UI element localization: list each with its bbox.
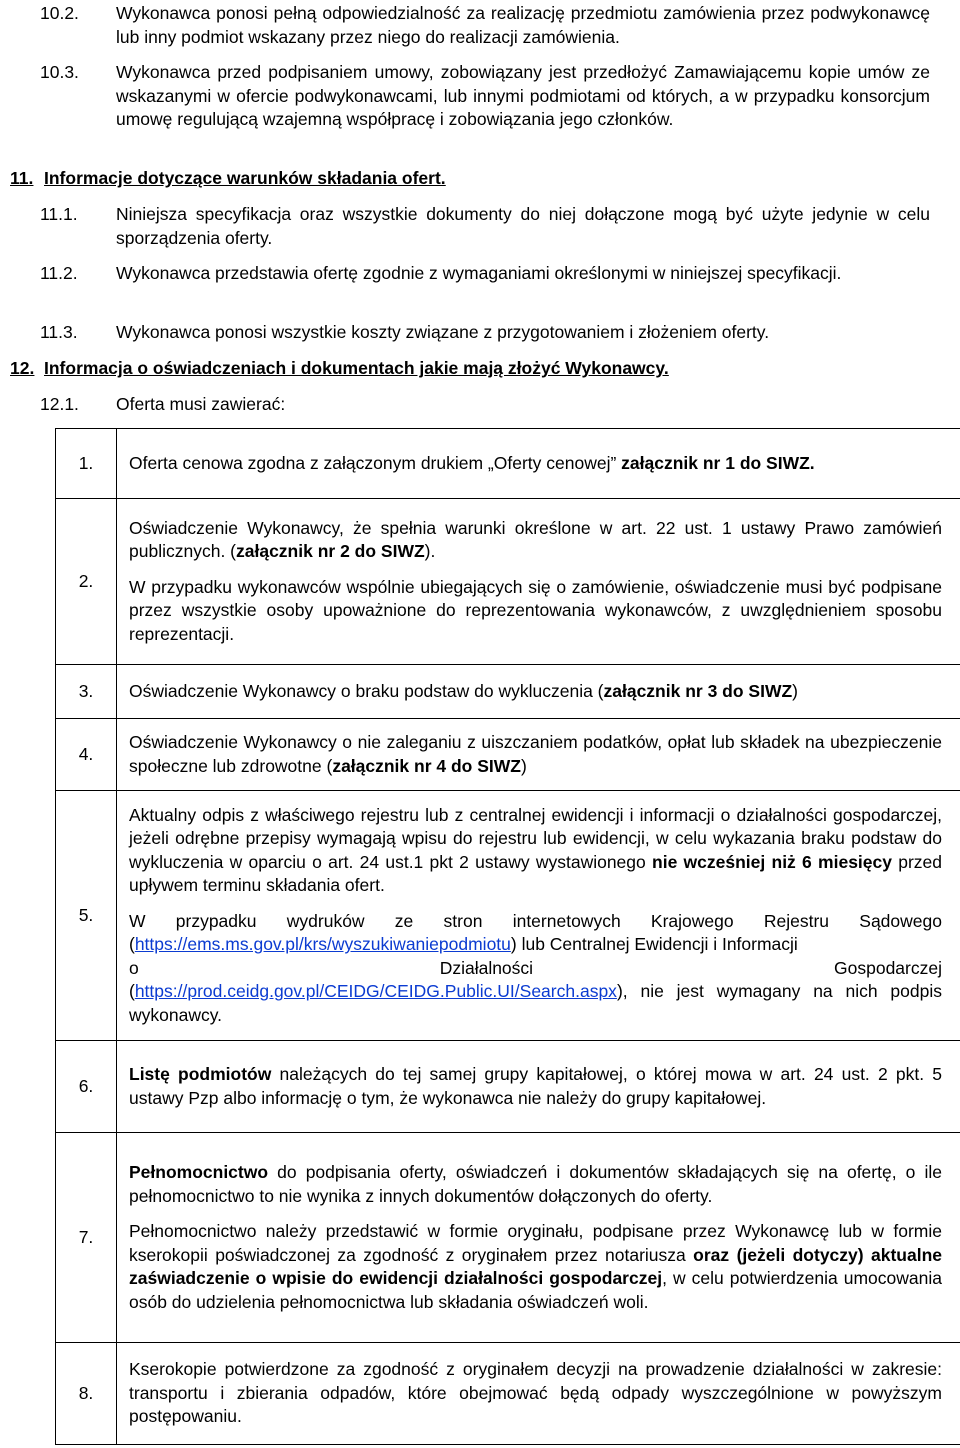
heading-title: Informacja o oświadczeniach i dokumentach jakie mają złożyć Wykonawcy. bbox=[44, 358, 669, 378]
heading-title: Informacje dotyczące warunków składania ofert. bbox=[44, 168, 446, 188]
row-content bbox=[117, 1343, 960, 1445]
row-content bbox=[117, 665, 960, 719]
krs-link[interactable]: https://ems.ms.gov.pl/krs/wyszukiwaniepodmiotu bbox=[134, 934, 511, 955]
section-number: 11.3. bbox=[40, 322, 78, 342]
row-number: 2. bbox=[56, 499, 117, 665]
section-text: Wykonawca przed podpisaniem umowy, zobowiązany jest przedłożyć Zamawiającemu kopie umów ze wskazanymi w ofercie podwykonawcami, lub innymi podmiotami od których, a w przypadku konsorcjum umowę regulującą wzajemną współpracę i zobowiązania jego członków. bbox=[116, 62, 930, 129]
row-number: 8. bbox=[56, 1343, 117, 1445]
section-10-3 bbox=[40, 61, 930, 132]
ceidg-link[interactable]: https://prod.ceidg.gov.pl/CEIDG/CEIDG.Public.UI/Search.aspx bbox=[134, 981, 617, 1002]
row-content bbox=[117, 719, 960, 791]
section-11-1 bbox=[40, 203, 930, 250]
row-content bbox=[117, 1041, 960, 1133]
section-text: Wykonawca ponosi pełną odpowiedzialność za realizację przedmiotu zamówienia przez podwykonawcę lub inny podmiot wskazany przez niego do realizacji zamówienia. bbox=[116, 3, 930, 47]
row-number: 1. bbox=[56, 429, 117, 499]
heading-number: 12. bbox=[10, 358, 35, 378]
row-text: Pełnomocnictwo należy przedstawić w formie oryginału, podpisane przez Wykonawcę lub w formie kserokopii poświadczonej za zgodność z oryginałem przez notariusza oraz (jeżeli dotyczy) aktualne zaświadczenie o wpisie do ewidencji działalności gospodarczej, w celu potwierdzenia umocowania osób do udzielenia pełnomocnictwa lub składania oświadczeń woli. bbox=[129, 1221, 943, 1312]
section-number: 11.1. bbox=[40, 204, 78, 224]
row-number: 4. bbox=[56, 719, 117, 791]
heading-12 bbox=[10, 357, 930, 381]
row-text: o Działalności Gospodarczej bbox=[129, 957, 942, 978]
table-row bbox=[56, 665, 960, 719]
row-number: 5. bbox=[56, 791, 117, 1041]
row-text: Pełnomocnictwo do podpisania oferty, oświadczeń i dokumentów składających się na ofertę, o ile pełnomocnictwo to nie wynika z innych dokumentów dołączonych do oferty. bbox=[129, 1162, 942, 1206]
row-text: Listę podmiotów należących do tej samej grupy kapitałowej, o której mowa w art. 24 ust. 2 pkt. 5 ustawy Pzp albo informację o tym, że wykonawca nie należy do grupy kapitałowej. bbox=[129, 1064, 942, 1108]
table-row bbox=[56, 499, 960, 665]
row-text: Oświadczenie Wykonawcy o nie zaleganiu z uiszczaniem podatków, opłat lub składek na ubezpieczenie społeczne lub zdrowotne (załącznik nr 4 do SIWZ) bbox=[129, 732, 942, 776]
section-11-2 bbox=[40, 262, 930, 286]
requirements-table bbox=[55, 428, 960, 1445]
section-number: 10.3. bbox=[40, 62, 79, 82]
heading-11 bbox=[10, 167, 930, 191]
table-row bbox=[56, 1343, 960, 1445]
section-number: 12.1. bbox=[40, 394, 79, 414]
section-text: Niniejsza specyfikacja oraz wszystkie dokumenty do niej dołączone mogą być użyte jedynie w celu sporządzenia oferty. bbox=[116, 204, 930, 248]
row-content bbox=[117, 1133, 960, 1343]
table-row bbox=[56, 429, 960, 499]
row-number: 3. bbox=[56, 665, 117, 719]
section-text: Wykonawca ponosi wszystkie koszty związane z przygotowaniem i złożeniem oferty. bbox=[116, 322, 770, 342]
table-row bbox=[56, 1133, 960, 1343]
row-number: 6. bbox=[56, 1041, 117, 1133]
row-content bbox=[117, 429, 960, 499]
table-row bbox=[56, 791, 960, 1041]
section-11-3 bbox=[40, 321, 930, 345]
row-content bbox=[117, 791, 960, 1041]
row-text: W przypadku wykonawców wspólnie ubiegających się o zamówienie, oświadczenie musi być podpisane przez wszystkie osoby upoważnione do reprezentowania wykonawców, z uwzględnieniem sposobu reprezentacji. bbox=[129, 576, 942, 644]
row-text: (https://prod.ceidg.gov.pl/CEIDG/CEIDG.Public.UI/Search.aspx), nie jest wymagany na nich podpis wykonawcy. bbox=[129, 981, 942, 1025]
row-text: Kserokopie potwierdzone za zgodność z oryginałem decyzji na prowadzenie działalności w zakresie: transportu i zbierania odpadów, które obejmować będą odpady wyszczególnione w powyższym postępowaniu. bbox=[129, 1359, 942, 1427]
section-number: 11.2. bbox=[40, 263, 78, 283]
row-text: W przypadku wydruków ze stron internetowych Krajowego Rejestru Sądowego (https://ems.ms.gov.pl/krs/wyszukiwaniepodmiotu) lub Centralnej Ewidencji i Informacji bbox=[129, 910, 942, 955]
row-text: Oświadczenie Wykonawcy, że spełnia warunki określone w art. 22 ust. 1 ustawy Prawo zamówień publicznych. (załącznik nr 2 do SIWZ). bbox=[129, 517, 942, 562]
section-text: Oferta musi zawierać: bbox=[116, 394, 286, 414]
section-10-2 bbox=[40, 2, 930, 49]
row-number: 7. bbox=[56, 1133, 117, 1343]
heading-number: 11. bbox=[10, 168, 34, 188]
row-text: Oświadczenie Wykonawcy o braku podstaw do wykluczenia (załącznik nr 3 do SIWZ) bbox=[129, 680, 798, 701]
row-text: Aktualny odpis z właściwego rejestru lub z centralnej ewidencji i informacji o działalności gospodarczej, jeżeli odrębne przepisy wymagają wpisu do rejestru lub ewidencji, w celu wykazania braku podstaw do wykluczenia w oparciu o art. 24 ust.1 pkt 2 ustawy wystawionego nie wcześniej niż 6 miesięcy przed upływem terminu składania ofert. bbox=[129, 804, 943, 896]
table-row bbox=[56, 719, 960, 791]
row-content bbox=[117, 499, 960, 665]
table-row bbox=[56, 1041, 960, 1133]
section-12-1 bbox=[40, 393, 930, 417]
row-text: Oferta cenowa zgodna z załączonym drukiem „Oferty cenowej” załącznik nr 1 do SIWZ. bbox=[129, 452, 815, 473]
section-number: 10.2. bbox=[40, 3, 79, 23]
section-text: Wykonawca przedstawia ofertę zgodnie z wymaganiami określonymi w niniejszej specyfikacji. bbox=[116, 263, 842, 283]
